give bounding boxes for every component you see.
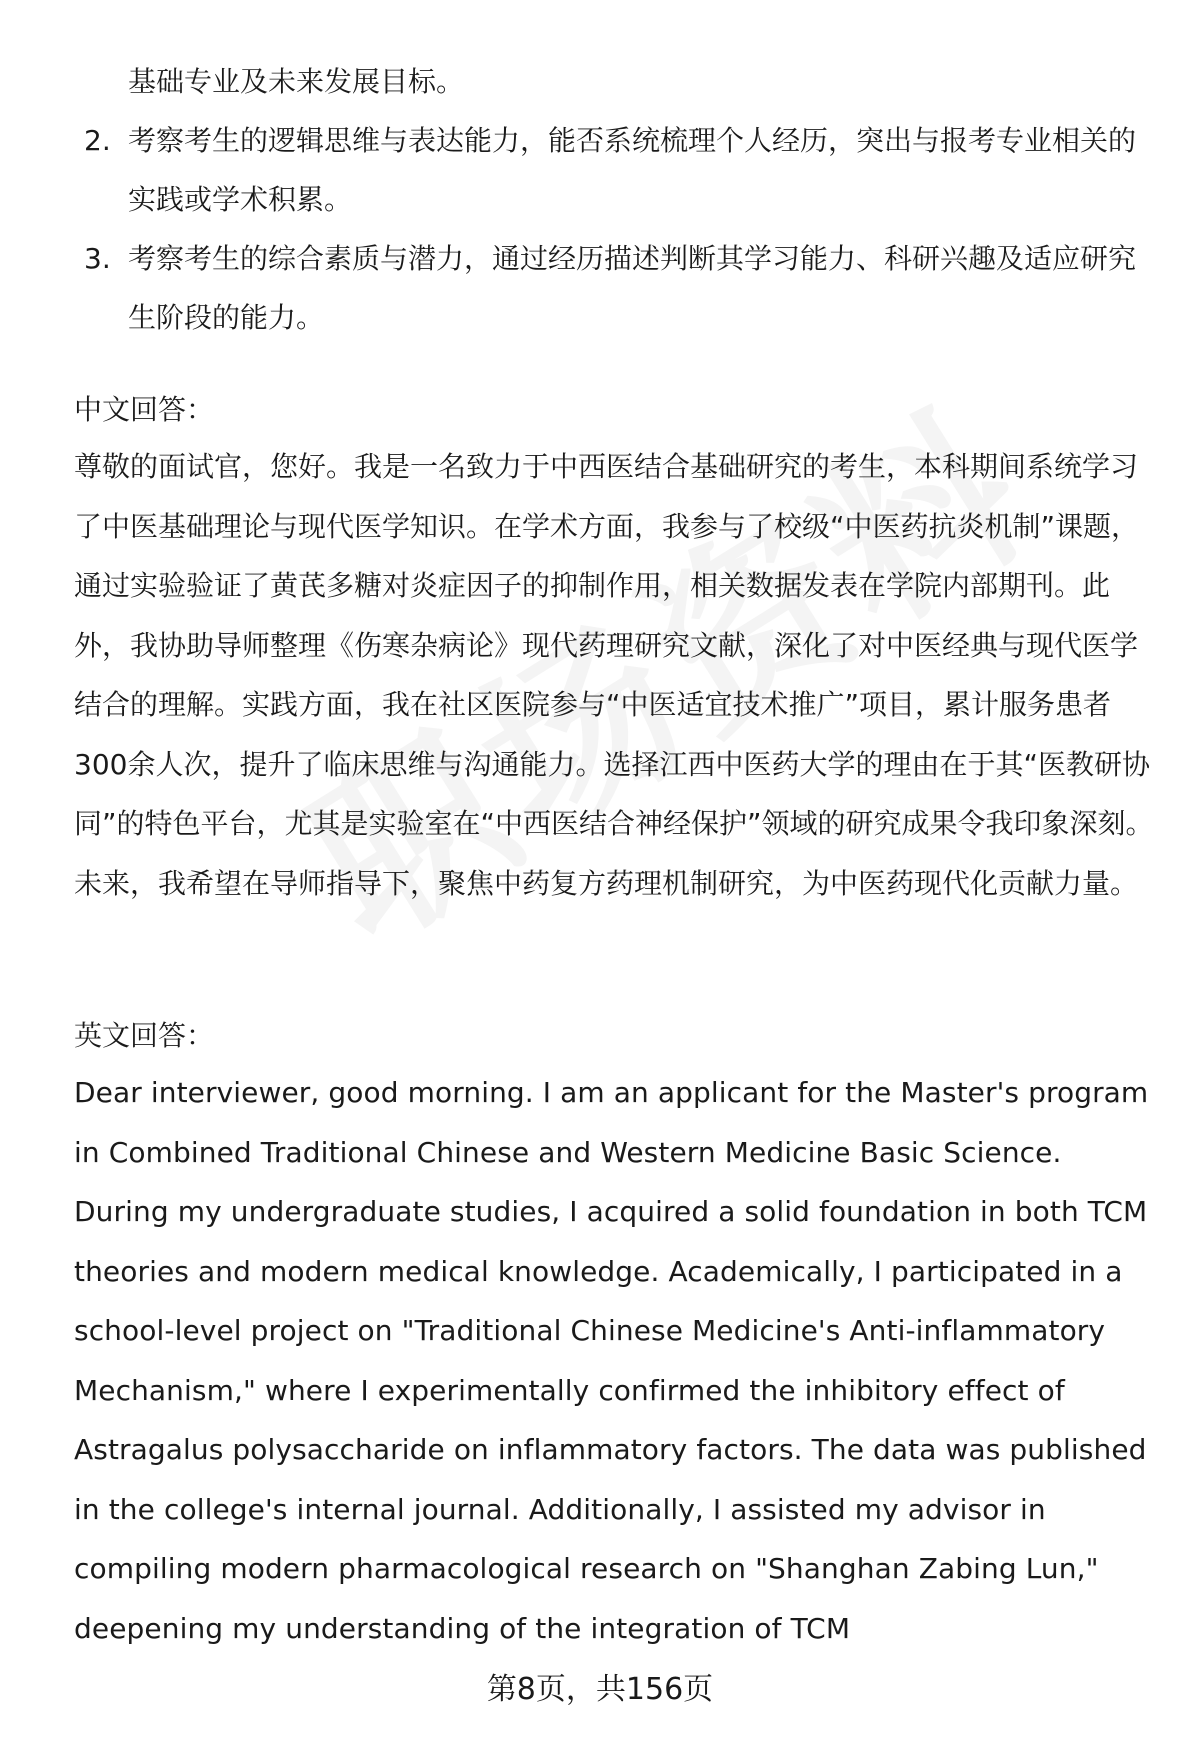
list-item-text: 考察考生的综合素质与潜力，通过经历描述判断其学习能力、科研兴趣及适应研究生阶段的能力。 bbox=[128, 242, 1137, 334]
english-answer-heading: 英文回答： bbox=[74, 1019, 215, 1052]
list-item-number: 2. bbox=[84, 124, 111, 157]
list-item-text: 考察考生的逻辑思维与表达能力，能否系统梳理个人经历，突出与报考专业相关的实践或学术积累。 bbox=[128, 124, 1137, 216]
list-item bbox=[74, 229, 1154, 347]
list-item bbox=[74, 52, 1154, 111]
chinese-answer-body: 尊敬的面试官，您好。我是一名致力于中西医结合基础研究的考生，本科期间系统学习了中医基础理论与现代医学知识。在学术方面，我参与了校级“中医药抗炎机制”课题，通过实验验证了黄芪多糖对炎症因子的抑制作用，相关数据发表在学院内部期刊。此外，我协助导师整理《伤寒杂病论》现代药理研究文献，深化了对中医经典与现代医学结合的理解。实践方面，我在社区医院参与“中医适宜技术推广”项目，累计服务患者300余人次，提升了临床思维与沟通能力。选择江西中医药大学的理由在于其“医教研协同”的特色平台，尤其是实验室在“中西医结合神经保护”领域的研究成果令我印象深刻。未来，我希望在导师指导下，聚焦中药复方药理机制研究，为中医药现代化贡献力量。 bbox=[74, 450, 1154, 900]
list-item-text: 基础专业及未来发展目标。 bbox=[128, 65, 465, 98]
english-answer-body: Dear interviewer, good morning. I am an applicant for the Master's program in Combined Traditional Chinese and Western Medicine Basic Science. During my undergraduate studies, I acquired a solid foundation in both TCM theories and modern medical knowledge. Academically, I participated in a school-level project on "Traditional Chinese Medicine's Anti-inflammatory Mechanism," where I experimentally confirmed the inhibitory effect of Astragalus polysaccharide on inflammatory factors. The data was published in the college's internal journal. Additionally, I assisted my advisor in compiling modern pharmacological research on "Shanghan Zabing Lun," deepening my understanding of the integration of TCM bbox=[74, 1076, 1149, 1645]
criteria-list bbox=[74, 52, 1154, 347]
page-number-footer: 第8页，共156页 bbox=[486, 1672, 714, 1707]
chinese-answer-heading: 中文回答： bbox=[74, 393, 215, 426]
list-item-number: 3. bbox=[84, 242, 111, 275]
list-item bbox=[74, 111, 1154, 229]
